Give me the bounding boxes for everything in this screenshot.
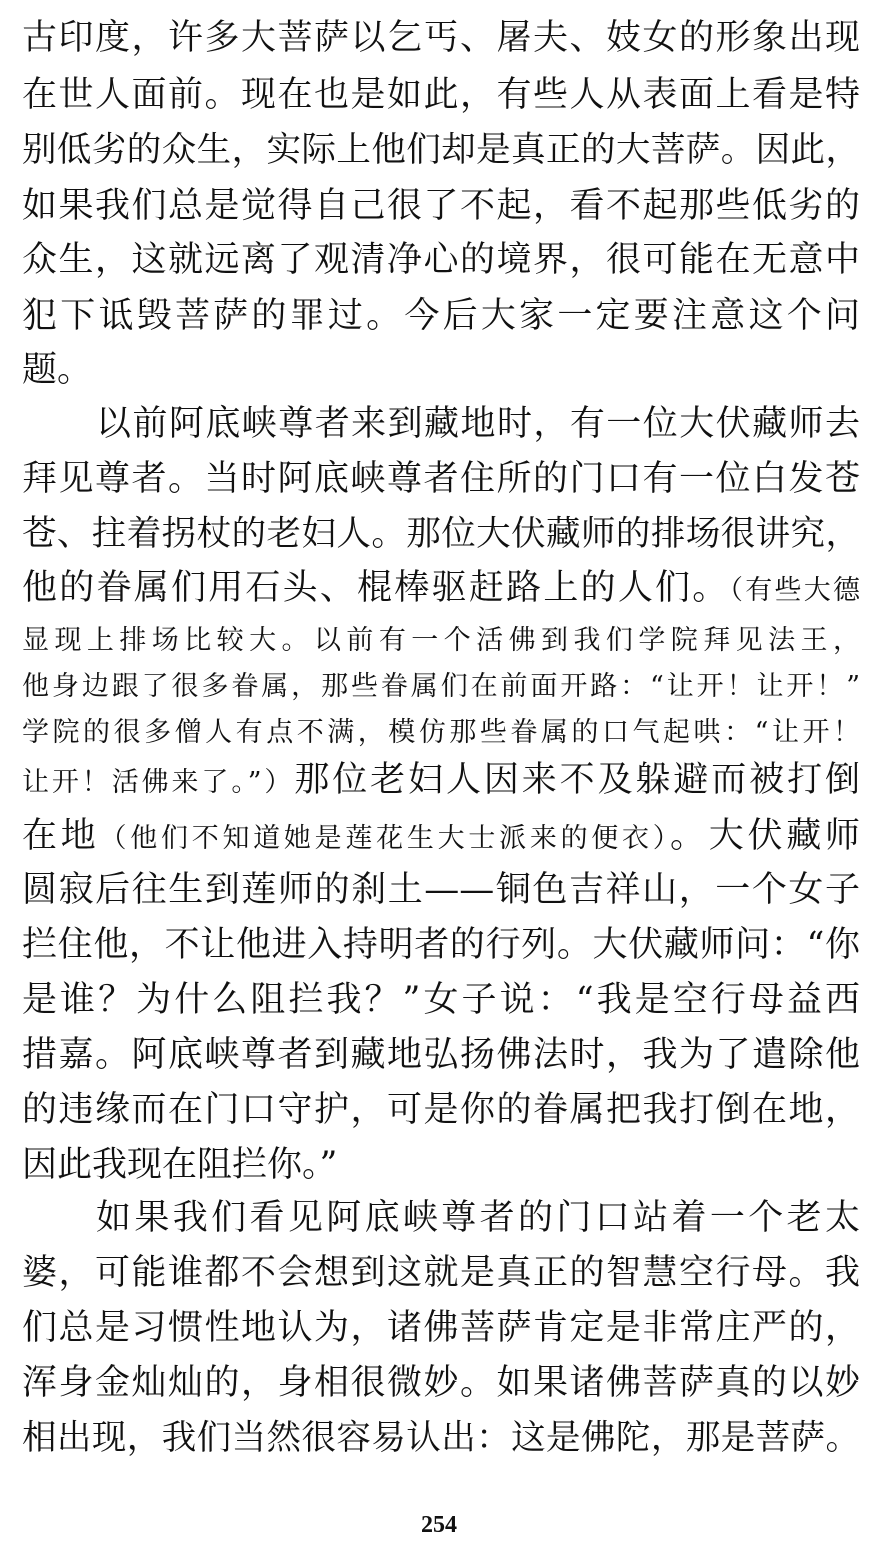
text-line: 措嘉。阿底峡尊者到藏地弘扬佛法时，我为了遣除他 (22, 1035, 860, 1075)
note-text: 让开！活佛来了。”） (22, 767, 295, 798)
text-line-with-note (22, 568, 860, 608)
text-line: 如果我们总是觉得自己很了不起，看不起那些低劣的 (22, 186, 860, 226)
text-line: 圆寂后往生到莲师的刹土——铜色吉祥山，一个女子 (22, 870, 860, 910)
main-text: 。大伏藏师 (670, 816, 860, 856)
main-text: 那位老妇人因来不及躲避而被打倒 (294, 760, 860, 800)
text-line: 拜见尊者。当时阿底峡尊者住所的门口有一位白发苍 (22, 459, 860, 499)
paragraph-start-line: 如果我们看见阿底峡尊者的门口站着一个老太 (96, 1198, 860, 1238)
text-line: 众生，这就远离了观清净心的境界，很可能在无意中 (22, 240, 860, 280)
main-text: 在地 (22, 816, 100, 856)
text-line: 别低劣的众生，实际上他们却是真正的大菩萨。因此， (22, 130, 860, 170)
note-line: 学院的很多僧人有点不满，模仿那些眷属的口气起哄：“让开！ (22, 717, 860, 748)
note-line: 他身边跟了很多眷属，那些眷属们在前面开路：“让开！让开！” (22, 671, 860, 702)
page-number: 254 (421, 1512, 457, 1538)
text-line: 古印度，许多大菩萨以乞丐、屠夫、妓女的形象出现 (22, 18, 860, 58)
text-line: 因此我现在阻拦你。” (22, 1145, 338, 1185)
note-text: （有些大德 (729, 575, 861, 606)
note-text: （他们不知道她是莲花生大士派来的便衣） (99, 823, 671, 854)
text-line: 浑身金灿灿的，身相很微妙。如果诸佛菩萨真的以妙 (22, 1363, 860, 1403)
text-line-with-note (22, 760, 860, 800)
text-line: 犯下诋毁菩萨的罪过。今后大家一定要注意这个问 (22, 296, 860, 336)
paragraph-start-line: 以前阿底峡尊者来到藏地时，有一位大伏藏师去 (96, 404, 860, 444)
text-line: 的违缘而在门口守护，可是你的眷属把我打倒在地， (22, 1090, 860, 1130)
text-line: 婆，可能谁都不会想到这就是真正的智慧空行母。我 (22, 1253, 860, 1293)
text-line: 们总是习惯性地认为，诸佛菩萨肯定是非常庄严的， (22, 1308, 860, 1348)
text-line: 是谁？为什么阻拦我？”女子说：“我是空行母益西 (22, 980, 860, 1020)
main-text: 他的眷属们用石头、棍棒驱赶路上的人们。 (22, 568, 730, 608)
text-line: 在世人面前。现在也是如此，有些人从表面上看是特 (22, 75, 860, 115)
note-line: 显现上排场比较大。以前有一个活佛到我们学院拜见法王， (22, 625, 860, 656)
text-line: 相出现，我们当然很容易认出：这是佛陀，那是菩萨。 (22, 1418, 860, 1458)
text-line: 苍、拄着拐杖的老妇人。那位大伏藏师的排场很讲究， (22, 514, 860, 554)
text-line-with-note (22, 816, 860, 856)
text-line: 拦住他，不让他进入持明者的行列。大伏藏师问：“你 (22, 925, 860, 965)
text-line: 题。 (22, 350, 93, 390)
